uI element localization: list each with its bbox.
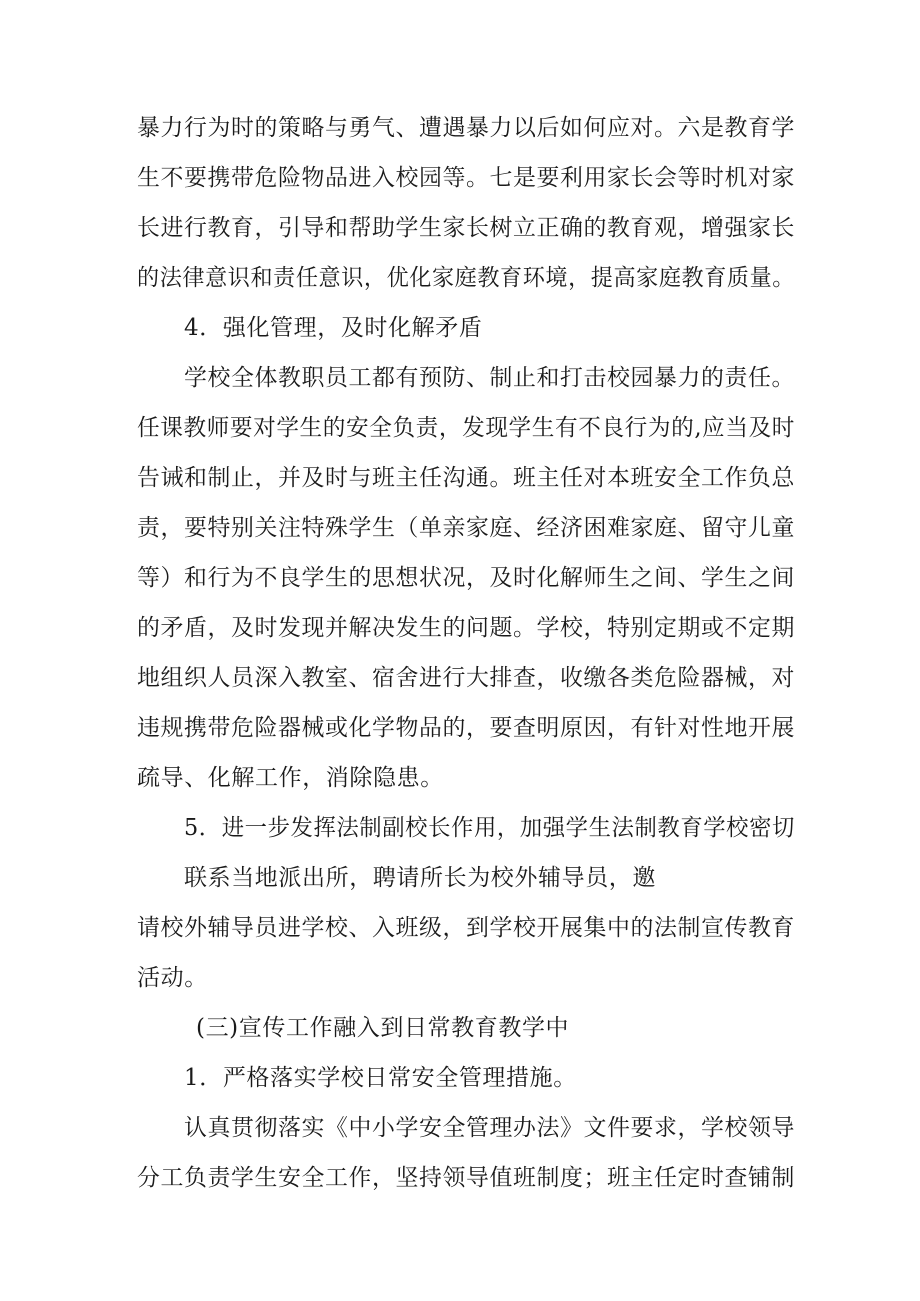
- text-line: 长进行教育，引导和帮助学生家长树立正确的教育观，增强家长: [137, 215, 795, 241]
- text-line: 活动。: [137, 965, 208, 991]
- paragraph-first-line: 认真贯彻落实《中小学安全管理办法》文件要求，学校领导: [184, 1115, 795, 1141]
- text-line: 地组织人员深入教室、宿舍进行大排查，收缴各类危险器械，对: [137, 665, 795, 691]
- paragraph-first-line: 学校全体教职员工都有预防、制止和打击校园暴力的责任。: [184, 365, 795, 391]
- section-heading: 5．进一步发挥法制副校长作用，加强学生法制教育学校密切: [184, 815, 795, 841]
- text-line: 疏导、化解工作，消除隐患。: [137, 765, 444, 791]
- section-heading: 4．强化管理，及时化解矛盾: [184, 315, 483, 341]
- text-line: 违规携带危险器械或化学物品的，要查明原因，有针对性地开展: [137, 715, 795, 741]
- text-line: 等）和行为不良学生的思想状况，及时化解师生之间、学生之间: [137, 565, 795, 591]
- text-line: 联系当地派出所，聘请所长为校外辅导员，邀: [184, 865, 656, 891]
- text-line: 暴力行为时的策略与勇气、遭遇暴力以后如何应对。六是教育学: [137, 115, 795, 141]
- section-heading: (三)宣传工作融入到日常教育教学中: [196, 1015, 570, 1041]
- subsection-heading: 1．严格落实学校日常安全管理措施。: [184, 1065, 577, 1091]
- text-line: 的法律意识和责任意识，优化家庭教育环境，提高家庭教育质量。: [137, 265, 795, 291]
- text-line: 的矛盾，及时发现并解决发生的问题。学校，特别定期或不定期: [137, 615, 795, 641]
- text-line: 责，要特别关注特殊学生（单亲家庭、经济困难家庭、留守儿童: [137, 515, 795, 541]
- text-line: 分工负责学生安全工作，坚持领导值班制度；班主任定时查铺制: [137, 1165, 795, 1191]
- text-line: 生不要携带危险物品进入校园等。七是要利用家长会等时机对家: [137, 165, 795, 191]
- text-line: 任课教师要对学生的安全负责，发现学生有不良行为的,应当及时: [137, 415, 796, 441]
- text-line: 告诫和制止，并及时与班主任沟通。班主任对本班安全工作负总: [137, 465, 795, 491]
- text-line: 请校外辅导员进学校、入班级，到学校开展集中的法制宣传教育: [137, 915, 795, 941]
